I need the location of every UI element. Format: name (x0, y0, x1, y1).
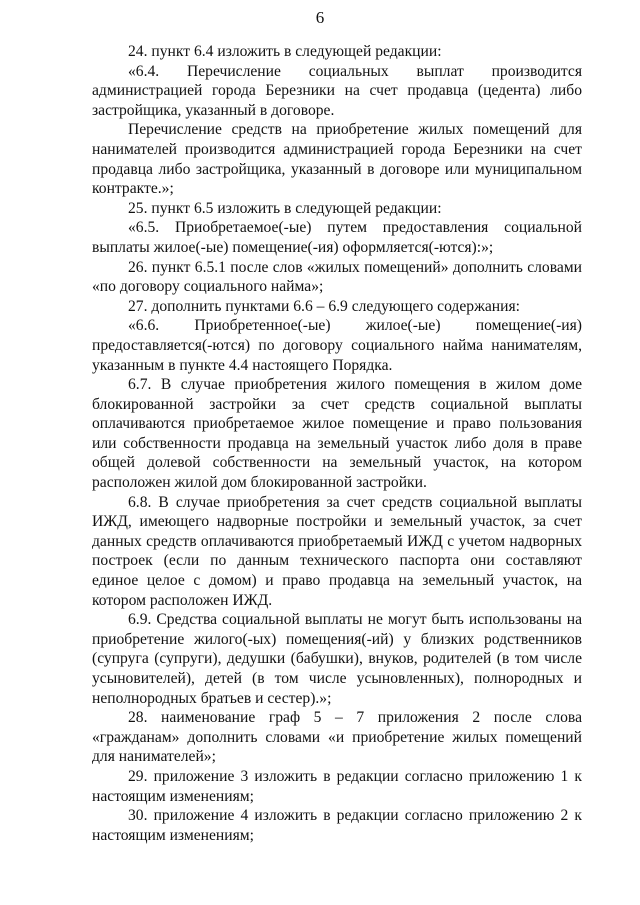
item-29: 29. приложение 3 изложить в редакции согласно приложению 1 к настоящим изменениям; (92, 767, 582, 805)
clause-6-4-transfer: Перечисление средств на приобретение жилых помещений для нанимателей производится администрацией города Березники на счет продавца либо застройщика, указанный в договоре или муниципальном контракте.»; (92, 121, 582, 198)
clause-6-8: 6.8. В случае приобретения за счет средств социальной выплаты ИЖД, имеющего надворные постройки и земельный участок, за счет данных средств оплачиваются приобретаемый ИЖД с учетом надворных построек (если по данным технического паспорта они составляют единое целое с домом) и право продавца на земельный участок, на котором расположен ИЖД. (92, 493, 582, 609)
item-30: 30. приложение 4 изложить в редакции согласно приложению 2 к настоящим изменениям; (92, 807, 582, 844)
clause-6-6: «6.6. Приобретенное(-ые) жилое(-ые) помещение(-ия) предоставляется(-ются) по договору социального найма нанимателям, указанным в пункте 4.4 настоящего Порядка. (92, 317, 582, 374)
clause-6-4: «6.4. Перечисление социальных выплат производится администрацией города Березники на счет продавца (цедента) либо застройщика, указанный в договоре. (92, 62, 582, 119)
clause-6-7: 6.7. В случае приобретения жилого помещения в жилом доме блокированной застройки за счет средств социальной выплаты оплачиваются приобретаемое жилое помещение и право пользования или собственности продавца на земельный участок либо доля в праве общей долевой собственности на земельный участок, на котором расположен жилой дом блокированной застройки. (92, 376, 582, 492)
item-28: 28. наименование граф 5 – 7 приложения 2 после слова «гражданам» дополнить словами «и приобретение жилых помещений для нанимателей»; (92, 709, 582, 766)
item-25: 25. пункт 6.5 изложить в следующей редакции: (128, 199, 442, 217)
page-number: 6 (315, 8, 325, 27)
clause-6-5: «6.5. Приобретаемое(-ые) путем предоставления социальной выплаты жилое(-ые) помещение(-ия) оформляется(-ются):»; (92, 219, 582, 256)
item-24: 24. пункт 6.4 изложить в следующей редакции: (128, 43, 442, 60)
item-27: 27. дополнить пунктами 6.6 – 6.9 следующего содержания: (128, 297, 520, 315)
item-26: 26. пункт 6.5.1 после слов «жилых помещений» дополнить словами «по договору социального найма»; (92, 258, 582, 296)
clause-6-9: 6.9. Средства социальной выплаты не могут быть использованы на приобретение жилого(-ых) помещения(-ий) у близких родственников (супруга (супруги), дедушки (бабушки), внуков, родителей (в том числе усыновителей), детей (в том числе усыновленных), полнородных и неполнородных братьев и сестер).»; (92, 611, 582, 707)
document-body (92, 42, 582, 845)
